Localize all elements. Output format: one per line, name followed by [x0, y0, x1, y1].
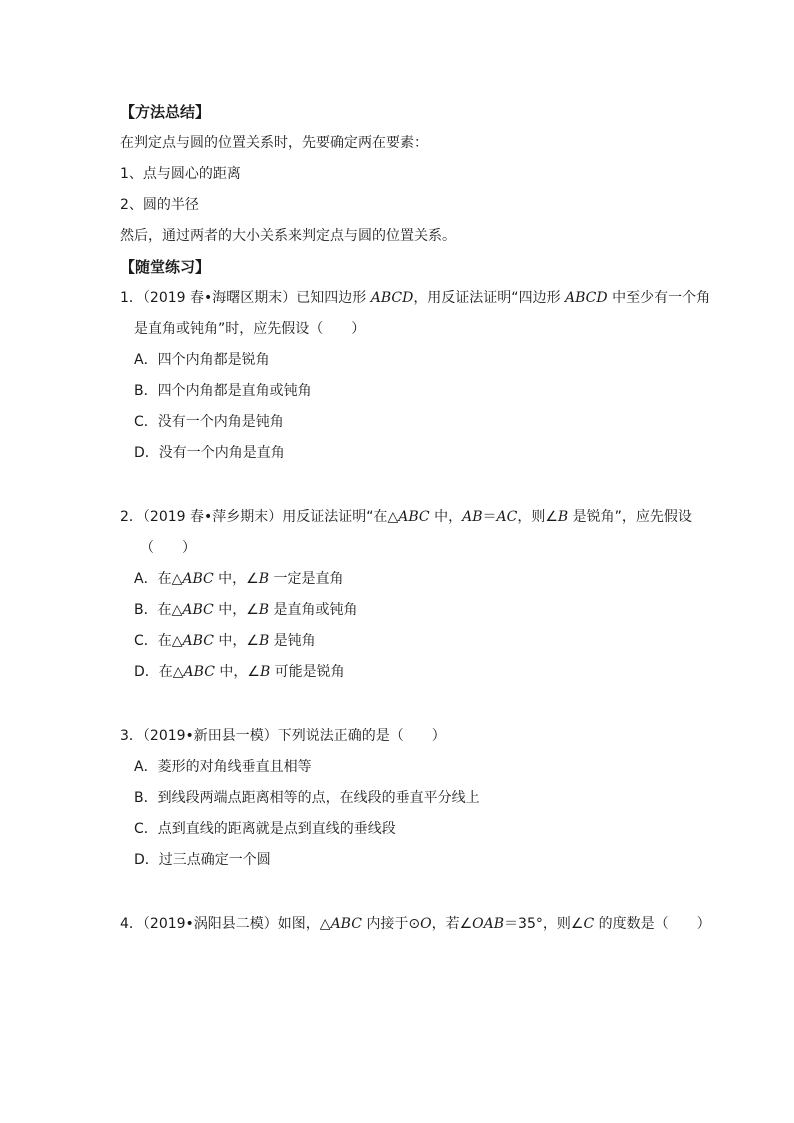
question-1-stem: 1．（2019 春•海曙区期末）已知四边形 ABCD，用反证法证明“四边形 ABCD 中至少有一个角 [120, 290, 711, 306]
question-1-option-c: C．没有一个内角是钝角 [134, 414, 284, 430]
question-3-option-a: A．菱形的对角线垂直且相等 [134, 759, 312, 775]
question-2-option-a: A．在△ABC 中，∠B 一定是直角 [134, 571, 344, 587]
question-2-option-d: D．在△ABC 中，∠B 可能是锐角 [134, 664, 345, 680]
method-conclusion: 然后，通过两者的大小关系来判定点与圆的位置关系。 [120, 228, 456, 244]
question-1-option-b: B．四个内角都是直角或钝角 [134, 383, 312, 399]
question-3-stem: 3．（2019•新田县一模）下列说法正确的是（ ） [120, 728, 446, 744]
question-2-stem-cont: （ ） [140, 540, 196, 556]
question-4-stem: 4．（2019•涡阳县二模）如图，△ABC 内接于⊙O，若∠OAB＝35°，则∠C 的度数是（ ） [120, 916, 711, 932]
method-item-1: 1、点与圆心的距离 [120, 166, 241, 182]
question-3-option-b: B．到线段两端点距离相等的点，在线段的垂直平分线上 [134, 790, 480, 806]
method-summary-heading: 【方法总结】 [120, 103, 211, 121]
question-1-stem-cont: 是直角或钝角”时，应先假设（ ） [134, 321, 366, 337]
method-intro: 在判定点与圆的位置关系时，先要确定两在要素： [120, 135, 428, 151]
method-item-2: 2、圆的半径 [120, 197, 199, 213]
question-2-option-b: B．在△ABC 中，∠B 是直角或钝角 [134, 602, 358, 618]
question-1-option-a: A．四个内角都是锐角 [134, 352, 270, 368]
practice-heading: 【随堂练习】 [120, 258, 211, 276]
question-2-stem: 2．（2019 春•萍乡期末）用反证法证明“在△ABC 中，AB＝AC，则∠B 是锐角”，应先假设 [120, 509, 692, 525]
question-3-option-c: C．点到直线的距离就是点到直线的垂线段 [134, 821, 396, 837]
question-1-option-d: D．没有一个内角是直角 [134, 445, 285, 461]
question-3-option-d: D．过三点确定一个圆 [134, 852, 271, 868]
question-2-option-c: C．在△ABC 中，∠B 是钝角 [134, 633, 316, 649]
